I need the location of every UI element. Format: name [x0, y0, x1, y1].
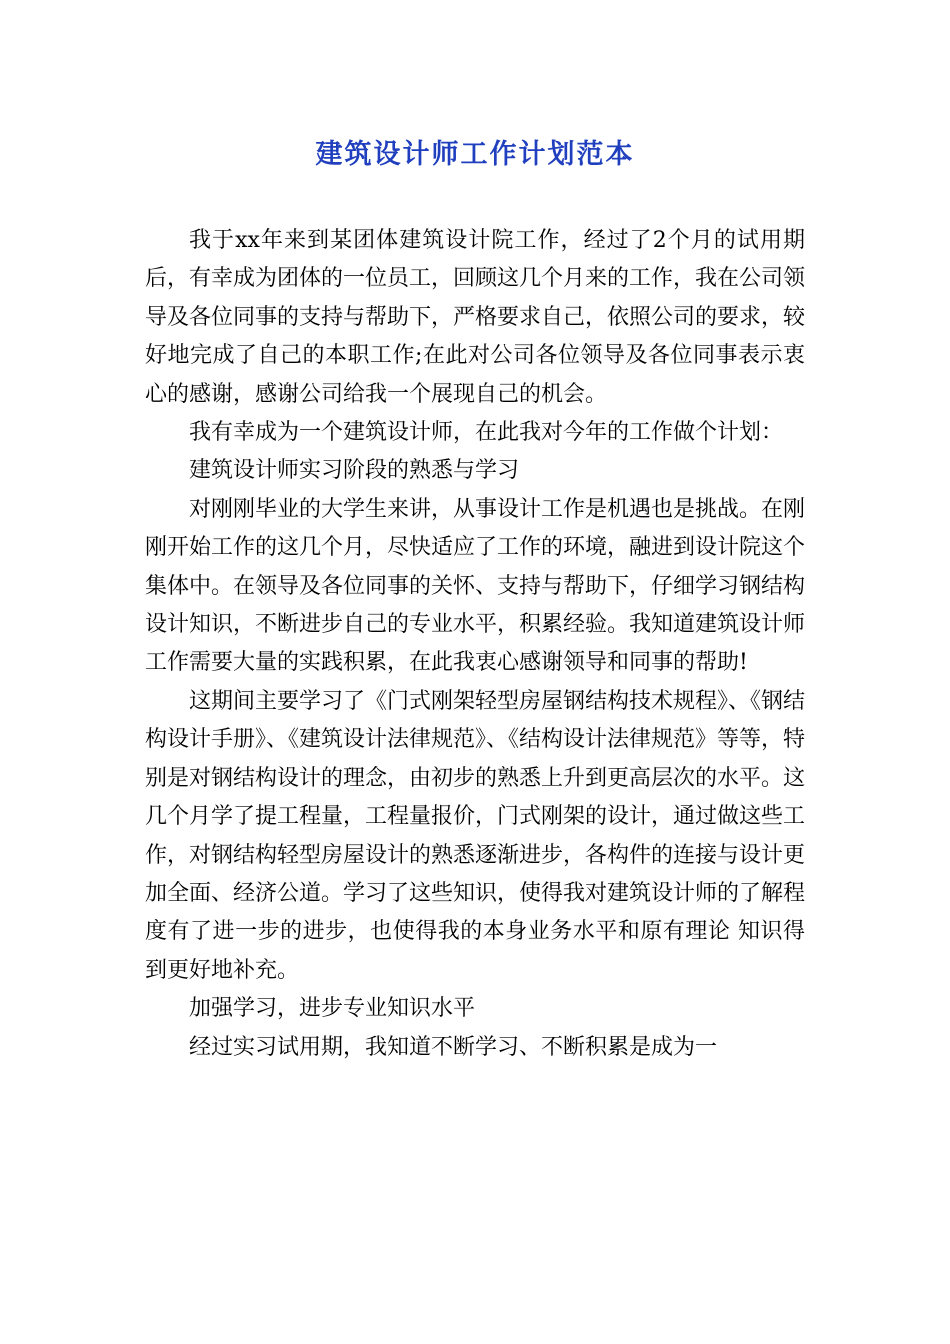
paragraph: 我于xx年来到某团体建筑设计院工作，经过了2个月的试用期后，有幸成为团体的一位员工，回顾这几个月来的工作，我在公司领导及各位同事的支持与帮助下，严格要求自己，依照公司的要求，较好地完成了自己的本职工作;在此对公司各位领导及各位同事表示衷心的感谢，感谢公司给我一个展现自己的机会。 [145, 228, 806, 407]
paragraph: 对刚刚毕业的大学生来讲，从事设计工作是机遇也是挑战。在刚刚开始工作的这几个月，尽快适应了工作的环境，融进到设计院这个集体中。在领导及各位同事的关怀、支持与帮助下，仔细学习钢结构设计知识，不断进步自己的专业水平，积累经验。我知道建筑设计师工作需要大量的实践积累，在此我衷心感谢领导和同事的帮助! [145, 496, 806, 676]
document-body [145, 222, 805, 1067]
paragraph: 这期间主要学习了《门式刚架轻型房屋钢结构技术规程》、《钢结构设计手册》、《建筑设计法律规范》、《结构设计法律规范》等等，特别是对钢结构设计的理念，由初步的熟悉上升到更高层次的水平。这几个月学了提工程量，工程量报价，门式刚架的设计，通过做这些工作，对钢结构轻型房屋设计的熟悉逐渐进步，各构件的连接与设计更加全面、经济公道。学习了这些知识，使得我对建筑设计师的了解程度有了进一步的进步，也使得我的本身业务水平和原有理论 知识得到更好地补充。 [145, 688, 806, 983]
paragraph: 我有幸成为一个建筑设计师，在此我对今年的工作做个计划： [189, 420, 784, 446]
document-title: 建筑设计师工作计划范本 [315, 139, 635, 170]
paragraph: 经过实习试用期，我知道不断学习、不断积累是成为一 [189, 1034, 718, 1060]
section-heading: 加强学习，进步专业知识水平 [189, 996, 476, 1022]
section-heading: 建筑设计师实习阶段的熟悉与学习 [189, 458, 520, 484]
